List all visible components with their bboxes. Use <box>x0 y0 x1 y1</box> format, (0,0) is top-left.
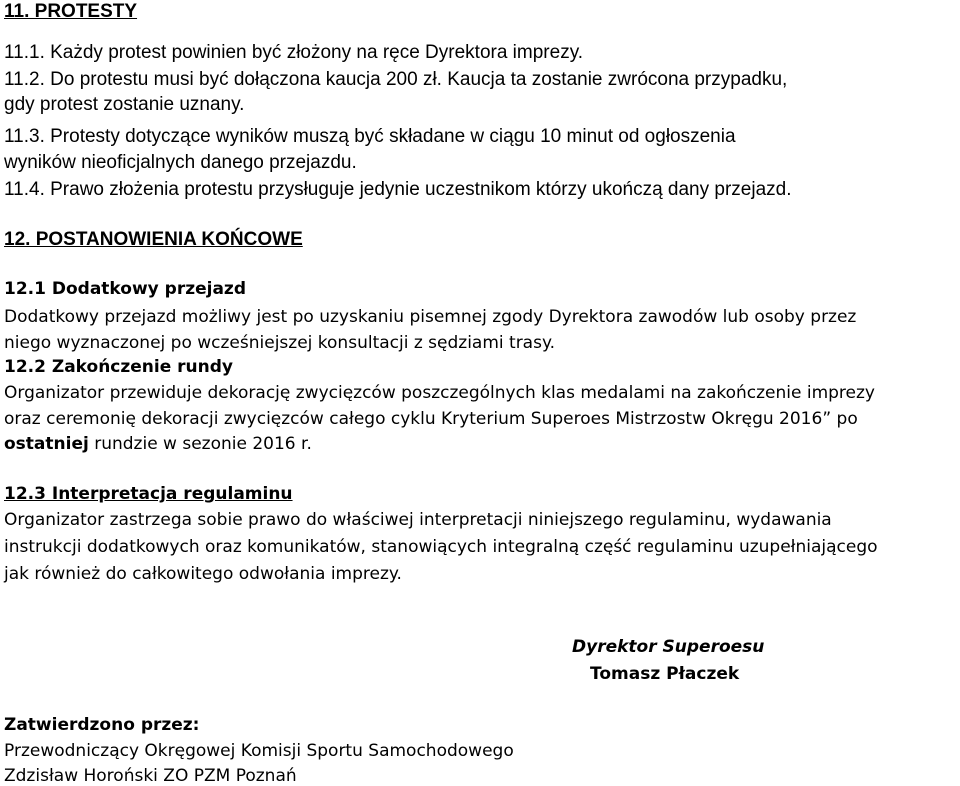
protest-item-3-line-1: 11.3. Protesty dotyczące wyników muszą być składane w ciągu 10 minut od ogłoszenia <box>4 126 736 147</box>
approval-line-1: Przewodniczący Okręgowej Komisji Sportu Samochodowego <box>4 741 514 761</box>
protest-item-4: 11.4. Prawo złożenia protestu przysługuje jedynie uczestnikom którzy ukończą dany przejazd. <box>4 179 792 200</box>
protest-item-1: 11.1. Każdy protest powinien być złożony na ręce Dyrektora imprezy. <box>4 42 584 63</box>
protest-item-2-line-1: 11.2. Do protestu musi być dołączona kaucja 200 zł. Kaucja ta zostanie zwrócona przypadku, <box>4 69 788 90</box>
approval-line-2: Zdzisław Horoński ZO PZM Poznań <box>4 766 297 786</box>
subsection-12-3-line-1: Organizator zastrzega sobie prawo do właściwej interpretacji niniejszego regulaminu, wydawania <box>4 510 832 530</box>
signature-name: Tomasz Płaczek <box>590 664 740 684</box>
subsection-12-2-line-3-rest: rundzie w sezonie 2016 r. <box>88 434 312 454</box>
subsection-12-2-line-3 <box>4 436 312 453</box>
subsection-12-2-title: 12.2 Zakończenie rundy <box>4 357 234 377</box>
protest-item-3-line-2: wyników nieoficjalnych danego przejazdu. <box>4 152 357 173</box>
subsection-12-2-line-1: Organizator przewiduje dekorację zwycięzców poszczególnych klas medalami na zakończenie imprezy <box>4 383 875 403</box>
subsection-12-1-line-2: niego wyznaczonej po wcześniejszej konsultacji z sędziami trasy. <box>4 333 555 353</box>
subsection-12-1-line-1: Dodatkowy przejazd możliwy jest po uzyskaniu pisemnej zgody Dyrektora zawodów lub osoby przez <box>4 307 857 327</box>
subsection-12-3-title: 12.3 Interpretacja regulaminu <box>4 484 293 504</box>
approval-label: Zatwierdzono przez: <box>4 715 200 735</box>
subsection-12-3-line-2: instrukcji dodatkowych oraz komunikatów, stanowiących integralną część regulaminu uzupełniającego <box>4 537 878 557</box>
subsection-12-2-line-2: oraz ceremonię dekoracji zwycięzców całego cyklu Kryterium Superoes Mistrzostw Okręgu 2016” po <box>4 409 858 429</box>
signature-role: Dyrektor Superoesu <box>572 637 765 657</box>
subsection-12-1-title: 12.1 Dodatkowy przejazd <box>4 279 246 299</box>
section-11-heading: 11. PROTESTY <box>4 1 138 22</box>
protest-item-2-line-2: gdy protest zostanie uznany. <box>4 94 245 115</box>
subsection-12-3-line-3: jak również do całkowitego odwołania imprezy. <box>4 564 402 584</box>
bold-word-ostatniej: ostatniej <box>4 434 89 454</box>
section-12-heading: 12. POSTANOWIENIA KOŃCOWE <box>4 229 303 250</box>
